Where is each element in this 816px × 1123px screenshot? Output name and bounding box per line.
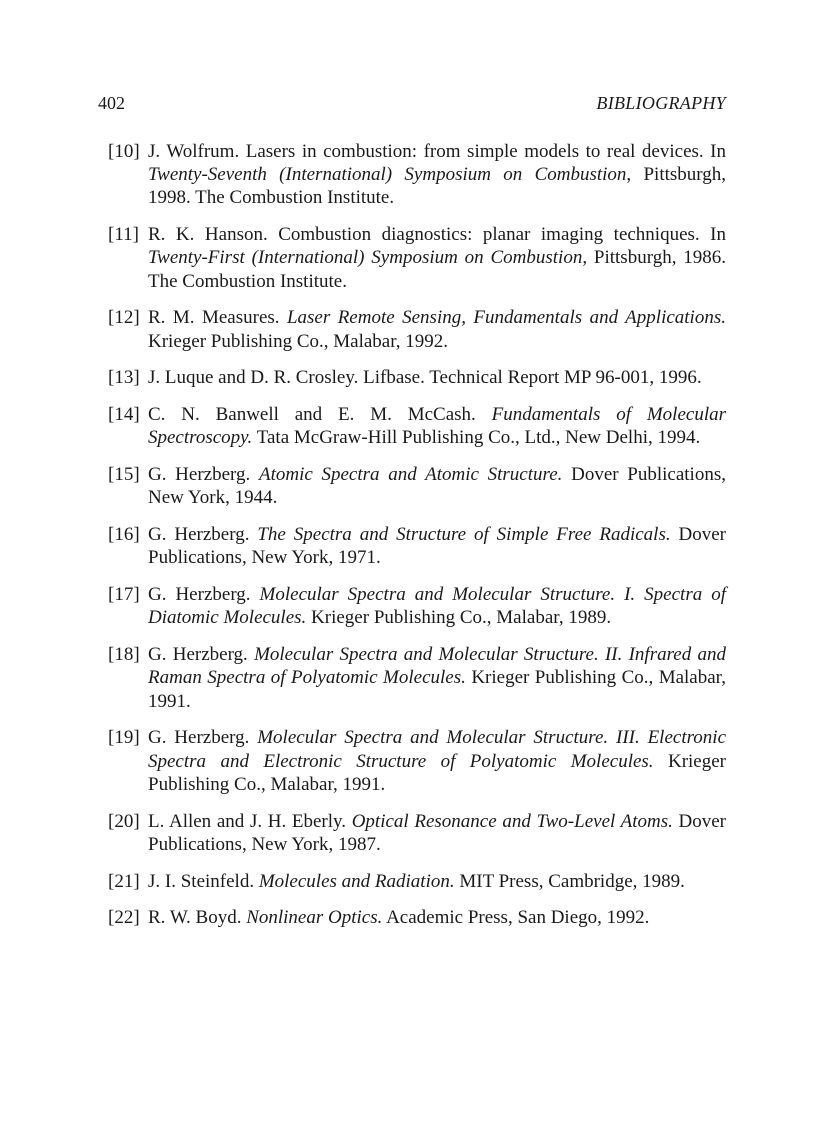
entry-title: Laser Remote Sensing, Fundamentals and Applications. (286, 307, 726, 329)
entry-publication: Krieger Publishing Co., Malabar, 1991. (148, 750, 726, 795)
entry-text: J. I. Steinfeld. (148, 870, 259, 892)
bibliography-entry (98, 403, 726, 449)
running-head (98, 92, 726, 114)
entry-publication: , Pittsburgh, 1998. The Combustion Institute. (148, 164, 727, 209)
entry-title: The Spectra and Structure of Simple Free Radicals. (257, 524, 671, 546)
bibliography-list (98, 140, 726, 930)
entry-number: [20] (108, 810, 140, 832)
entry-number: [13] (108, 367, 140, 389)
bibliography-page (98, 92, 726, 943)
entry-title: Molecular Spectra and Molecular Structure. III. Electronic Spectra and Electronic Structure of Polyatomic Molecules. (148, 727, 726, 772)
bibliography-entry (98, 810, 726, 856)
entry-publication: Dover Publications, New York, 1944. (148, 464, 726, 509)
bibliography-entry (98, 463, 726, 509)
bibliography-entry (98, 726, 726, 796)
section-title: BIBLIOGRAPHY (596, 93, 726, 113)
entry-text: L. Allen and J. H. Eberly. (148, 810, 352, 832)
entry-text: C. N. Banwell and E. M. McCash. (148, 404, 492, 426)
bibliography-entry (98, 223, 726, 293)
entry-text: R. K. Hanson. Combustion diagnostics: planar imaging techniques. In (148, 224, 726, 246)
entry-text: G. Herzberg. (148, 524, 258, 546)
entry-number: [15] (108, 464, 140, 486)
entry-number: [10] (108, 141, 140, 162)
entry-title: Atomic Spectra and Atomic Structure. (258, 464, 563, 486)
entry-title: Fundamentals of Molecular Spectroscopy. (148, 404, 726, 449)
entry-title: Twenty-First (International) Symposium on Combustion (148, 247, 583, 269)
entry-publication: Tata McGraw-Hill Publishing Co., Ltd., New Delhi, 1994. (252, 427, 701, 449)
entry-title: Molecules and Radiation. (258, 870, 455, 892)
entry-publication: MIT Press, Cambridge, 1989. (454, 870, 685, 892)
entry-title: Twenty-Seventh (International) Symposium on Combustion (148, 164, 627, 186)
entry-text: G. Herzberg. (148, 464, 259, 486)
entry-number: [11] (108, 224, 139, 246)
bibliography-entry (98, 583, 726, 629)
entry-number: [16] (108, 524, 140, 546)
bibliography-entry (98, 643, 726, 713)
entry-title: Optical Resonance and Two-Level Atoms. (351, 810, 673, 832)
entry-number: [18] (108, 644, 140, 666)
bibliography-entry (98, 870, 726, 893)
entry-publication: Krieger Publishing Co., Malabar, 1992. (148, 330, 449, 352)
entry-publication: Dover Publications, New York, 1987. (148, 810, 727, 855)
entry-number: [22] (108, 907, 140, 929)
entry-number: [17] (108, 584, 140, 606)
entry-publication: Dover Publications, New York, 1971. (148, 524, 726, 569)
entry-title: Molecular Spectra and Molecular Structure. I. Spectra of Diatomic Molecules. (148, 584, 726, 629)
entry-text: G. Herzberg. (148, 584, 260, 606)
bibliography-entry (98, 306, 726, 352)
entry-text: R. M. Measures. (148, 307, 287, 329)
entry-text: J. Luque and D. R. Crosley. Lifbase. Technical Report MP 96-001, 1996. (148, 367, 702, 389)
bibliography-entry (98, 140, 726, 210)
page-number: 402 (98, 93, 125, 113)
entry-text: J. Wolfrum. Lasers in combustion: from simple models to real devices. In (148, 141, 726, 162)
bibliography-entry (98, 366, 726, 389)
entry-publication: Krieger Publishing Co., Malabar, 1989. (306, 607, 612, 629)
entry-number: [19] (108, 727, 140, 749)
bibliography-entry (98, 523, 726, 569)
entry-text: G. Herzberg. (148, 644, 255, 666)
bibliography-entry (98, 906, 726, 929)
entry-publication: Academic Press, San Diego, 1992. (382, 907, 650, 929)
entry-publication: Krieger Publishing Co., Malabar, 1991. (148, 667, 726, 712)
entry-title: Molecular Spectra and Molecular Structure. II. Infrared and Raman Spectra of Polyatomic Molecules. (148, 644, 726, 689)
entry-publication: , Pittsburgh, 1986. The Combustion Institute. (148, 247, 727, 292)
entry-text: R. W. Boyd. (148, 907, 247, 929)
entry-text: G. Herzberg. (148, 727, 258, 749)
entry-number: [14] (108, 404, 140, 426)
entry-title: Nonlinear Optics. (246, 907, 383, 929)
entry-number: [12] (108, 307, 140, 329)
entry-number: [21] (108, 870, 140, 892)
